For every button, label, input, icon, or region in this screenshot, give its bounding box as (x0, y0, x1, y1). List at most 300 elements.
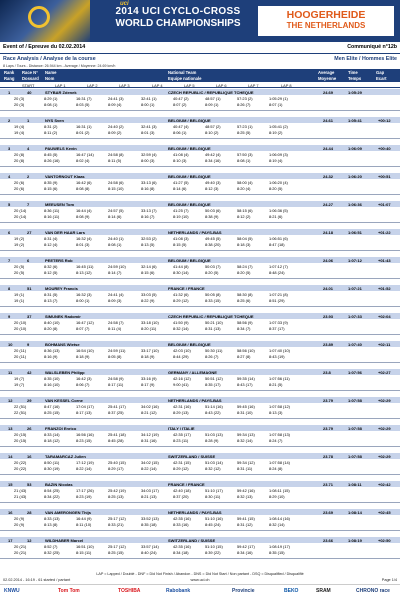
rider-gap: +02:42 (378, 481, 391, 487)
rider-name: MOUREY Francis (45, 285, 78, 291)
rider-team: CZECH REPUBLIC / REPUBLIQUE TCHEQUE (168, 313, 254, 319)
lap-time-cell: 8:38 (20) (205, 242, 221, 247)
rider-block (0, 537, 400, 567)
lap-time-cell: 8:01 (2) (76, 130, 90, 135)
rider-average: 24.01 (323, 285, 334, 291)
cumulative-time-cell: 16:42 (6) (76, 180, 92, 185)
rider-block (0, 313, 400, 343)
laps-header-row (0, 82, 400, 88)
footer-website: www.uci.ch (190, 578, 210, 582)
rider-summary-row (0, 173, 400, 179)
lap-time-cell: 8:17 (9) (141, 382, 155, 387)
cumulative-time-cell: 16:44 (9) (76, 516, 92, 521)
lap-time-cell: 8:18 (9) (76, 354, 90, 359)
col-name: Name (45, 70, 57, 75)
rider-name: VAN DER HAAR Lars (45, 229, 85, 235)
lap-times-row (0, 130, 400, 136)
row-divider (0, 138, 400, 139)
rider-team: GERMANY / ALLEMAGNE (168, 369, 217, 375)
cumulative-time-cell: 1:07:33 (9) (269, 320, 288, 325)
lap-time-cell: 8:16 (10) (44, 382, 60, 387)
lap-time-cell: 8:19 (4) (269, 158, 283, 163)
cumulative-time-cell: 59:35 (14) (237, 376, 255, 381)
lap-time-cell: 8:32 (14) (173, 326, 189, 331)
cumulative-time-cell: 58:24 (7) (237, 264, 253, 269)
row-divider (0, 250, 400, 251)
cumulative-time-cell: 49:45 (5) (205, 236, 221, 241)
rider-number: 12 (27, 537, 32, 543)
rider-team: FRANCE / FRANCE (168, 481, 205, 487)
cumulative-time-cell: 49:42 (4) (205, 152, 221, 157)
rider-name: WILDHABER Marcel (45, 537, 84, 543)
lap-time-cell: 8:12 (3) (205, 186, 219, 191)
lap-time-cell: 8:00 (3) (141, 158, 155, 163)
lap-time-cell: 8:48 (24) (269, 270, 285, 275)
rider-summary-row (0, 229, 400, 235)
lap-time-cell: 8:22 (14) (141, 466, 157, 471)
rider-summary-row (0, 509, 400, 515)
cumulative-time-cell: 42:35 (17) (173, 432, 191, 437)
lap-time-cell: 20 (6) (14, 186, 25, 191)
rider-gap: +01:43 (378, 257, 391, 263)
rider-team: NETHERLANDS / PAYS-BAS (168, 397, 222, 403)
lap-time-cell: 8:09 (1) (205, 102, 219, 107)
lap-time-cell: 8:14 (6) (173, 186, 187, 191)
rider-team: BELGIUM / BELGIQUE (168, 341, 211, 347)
col-nom: Nom (45, 76, 55, 81)
rider-time: 1:05:41 (348, 117, 362, 123)
rider-number: 4 (27, 145, 30, 151)
lap-times-row (0, 270, 400, 276)
cumulative-time-cell: 33:13 (7) (141, 208, 157, 213)
lap-time-cell: 8:01 (3) (76, 242, 90, 247)
lap-time-cell: 8:21 (12) (141, 410, 157, 415)
cumulative-time-cell: 20 (22) (14, 460, 27, 465)
col-nat-team: National Team (168, 70, 197, 75)
lap-time-cell: 8:31 (10) (237, 410, 253, 415)
rider-summary-row (0, 257, 400, 263)
lap-time-cell: 8:12 (4) (44, 242, 58, 247)
page-footer (3, 578, 397, 582)
cumulative-time-cell: 41:25 (7) (173, 208, 189, 213)
lap-time-cell: 8:30 (19) (44, 466, 60, 471)
rider-gap: +02:50 (378, 537, 391, 543)
host-city: HOOGERHEIDE (286, 9, 366, 21)
lap-time-cell: 8:20 (8) (44, 326, 58, 331)
rider-time: 1:06:36 (348, 201, 362, 207)
lap-time-cell: 8:29 (10) (269, 494, 285, 499)
cumulative-time-cell: 19 (2) (14, 236, 25, 241)
lap-time-cell: 8:24 (8) (269, 466, 283, 471)
lap-time-cell: 8:26 (16) (44, 158, 60, 163)
lap-time-cell: 8:19 (2) (269, 130, 283, 135)
rider-gap: +02:11 (378, 341, 391, 347)
cumulative-time-cell: 58:56 (10) (237, 348, 255, 353)
rider-rank: 9 (8, 313, 11, 319)
cumulative-time-cell: 50:03 (6) (205, 208, 221, 213)
rider-team: FRANCE / FRANCE (168, 285, 205, 291)
lap-times-row (0, 214, 400, 220)
cumulative-time-cell: 41:50 (9) (173, 320, 189, 325)
cumulative-time-cell: 40:47 (2) (173, 96, 189, 101)
lap-time-cell: 8:26 (7) (237, 102, 251, 107)
cumulative-time-cell: 25:17 (12) (108, 516, 126, 521)
cumulative-time-cell: 16:51 (10) (76, 544, 94, 549)
rider-summary-row (0, 453, 400, 459)
row-divider (0, 502, 400, 503)
col-time: Time (348, 70, 358, 75)
lap-time-cell: 8:07 (2) (173, 102, 187, 107)
rider-summary-row (0, 117, 400, 123)
lap-time-cell: 8:31 (13) (205, 326, 221, 331)
rider-block (0, 89, 400, 119)
cumulative-time-cell: 58:56 (9) (237, 320, 253, 325)
lap-time-cell: 8:13 (7) (44, 298, 58, 303)
rider-block (0, 173, 400, 203)
cumulative-time-cell: 42:35 (16) (173, 516, 191, 521)
lap-time-cell: 8:32 (13) (237, 494, 253, 499)
lap-time-cell: 8:25 (15) (44, 410, 60, 415)
rider-gap: +01:07 (378, 201, 391, 207)
lap-time-cell: 8:10 (2) (205, 130, 219, 135)
cumulative-time-cell: 1:08:11 (15) (269, 488, 290, 493)
rider-name: STYBAR Zdenek (45, 89, 77, 95)
rider-average: 23.66 (323, 537, 334, 543)
rider-summary-row (0, 201, 400, 207)
rider-average: 24.27 (323, 201, 334, 207)
lap-time-cell: 20 (22) (14, 466, 27, 471)
lap-time-cell: 20 (21) (14, 550, 27, 555)
row-divider (0, 278, 400, 279)
cumulative-time-cell: 59:42 (17) (237, 544, 255, 549)
rider-number: 53 (27, 481, 32, 487)
lap-times-row (0, 186, 400, 192)
rider-team: BELGIUM / BELGIQUE (168, 145, 211, 151)
lap-time-cell: 19 (4) (14, 130, 25, 135)
cumulative-time-cell: 1:06:20 (4) (269, 180, 288, 185)
cumulative-time-cell: 1:07:56 (11) (269, 376, 290, 381)
cumulative-time-cell: 24:41 (3) (108, 96, 124, 101)
lap-time-cell: 19 (1) (14, 298, 25, 303)
lap-time-cell: 8:18 (9) (141, 354, 155, 359)
rider-average: 23.93 (323, 313, 334, 319)
rider-summary-row (0, 481, 400, 487)
cumulative-time-cell: 24:58 (7) (108, 320, 124, 325)
lap-time-cell: 8:08 (9) (76, 214, 90, 219)
cumulative-time-cell: 22 (51) (14, 404, 27, 409)
cumulative-time-cell: 8:31 (5) (44, 292, 58, 297)
event-line (3, 44, 397, 52)
lap-time-cell: 8:34 (18) (173, 550, 189, 555)
lap-time-cell: 8:15 (6) (44, 186, 58, 191)
lap-label: LAP 2 (87, 82, 98, 88)
col-dossard: Dossard (22, 76, 39, 81)
rider-team: BELGIUM / BELGIQUE (168, 173, 211, 179)
col-average: Average (318, 70, 335, 75)
cumulative-time-cell: 1:06:36 (5) (269, 208, 288, 213)
rider-summary-row (0, 285, 400, 291)
cumulative-time-cell: 50:05 (8) (205, 292, 221, 297)
rider-team: ITALY / ITALIE (168, 425, 195, 431)
lap-time-cell: 8:25 (13) (108, 494, 124, 499)
rider-team: CZECH REPUBLIC / REPUBLIQUE TCHEQUE (168, 89, 254, 95)
rider-name: MEEUSEN Tom (45, 201, 75, 207)
cumulative-time-cell: 25:41 (18) (108, 432, 126, 437)
lap-time-cell: 21 (43) (14, 494, 27, 499)
cumulative-time-cell: 51:10 (15) (205, 544, 223, 549)
lap-time-cell: 8:30 (14) (173, 270, 189, 275)
rider-gap: +00:40 (378, 145, 391, 151)
lap-time-cell: 8:10 (3) (173, 158, 187, 163)
rider-number: 27 (27, 229, 32, 235)
cumulative-time-cell: 59:34 (12) (237, 460, 255, 465)
lap-time-cell: 8:20 (11) (141, 326, 157, 331)
cumulative-time-cell: 40:47 (4) (173, 124, 189, 129)
cumulative-time-cell: 16:45 (11) (76, 264, 94, 269)
table-header (0, 69, 400, 82)
rider-gap: +02:45 (378, 509, 391, 515)
cumulative-time-cell: 50:21 (10) (205, 320, 223, 325)
rider-gap: +00:51 (378, 173, 391, 179)
rider-number: 1 (27, 117, 30, 123)
cumulative-time-cell: 16:31 (7) (76, 96, 92, 101)
rider-gap: +02:27 (378, 369, 391, 375)
row-divider (0, 334, 400, 335)
lap-time-cell: 8:17 (11) (108, 382, 124, 387)
cumulative-time-cell: 50:51 (12) (205, 376, 223, 381)
rider-rank: 4 (8, 173, 11, 179)
rider-rank: 7 (8, 257, 11, 263)
rider-rank: 16 (8, 509, 13, 515)
cumulative-time-cell: 8:36 (13) (44, 348, 60, 353)
cumulative-time-cell: 8:32 (6) (44, 264, 58, 269)
lap-times-row (0, 158, 400, 164)
lap-time-cell: 8:15 (10) (108, 186, 124, 191)
rider-number: 42 (27, 369, 32, 375)
cumulative-time-cell: 1:06:09 (3) (269, 152, 288, 157)
lap-time-cell: 8:09 (2) (108, 130, 122, 135)
lap-label: LAP 3 (119, 82, 130, 88)
rider-rank: 12 (8, 397, 13, 403)
rider-summary-row (0, 341, 400, 347)
lap-time-cell: 8:16 (9) (44, 354, 58, 359)
row-divider (0, 362, 400, 363)
championship-title-line1: 2014 UCI CYCLO-CROSS (115, 6, 241, 17)
cumulative-time-cell: 48:57 (2) (205, 124, 221, 129)
lap-time-cell: 8:13 (8) (44, 522, 58, 527)
lap-time-cell: 8:02 (4) (76, 158, 90, 163)
cumulative-time-cell: 32:14 (6) (141, 264, 157, 269)
cumulative-time-cell: 50:03 (7) (205, 264, 221, 269)
lap-time-cell: 20 (15) (14, 438, 27, 443)
row-divider (0, 530, 400, 531)
cumulative-time-cell: 51:14 (16) (205, 404, 223, 409)
lap-label: LAP 8 (281, 82, 292, 88)
sponsor-logo: Rabobank (166, 588, 191, 594)
lap-times-row (0, 382, 400, 388)
cumulative-time-cell: 59:45 (16) (237, 404, 255, 409)
lap-time-cell: 8:13 (12) (76, 270, 92, 275)
cumulative-time-cell: 33:17 (10) (141, 348, 159, 353)
lap-time-cell: 8:16 (11) (44, 214, 60, 219)
cumulative-time-cell: 59:34 (13) (237, 432, 255, 437)
rider-time: 1:08:11 (348, 481, 362, 487)
cumulative-time-cell: 58:00 (4) (237, 180, 253, 185)
cumulative-time-cell: 41:08 (3) (173, 236, 189, 241)
lap-time-cell: 19 (7) (14, 382, 25, 387)
lap-time-cell: 8:32 (25) (44, 550, 60, 555)
lap-time-cell: 8:33 (15) (205, 298, 221, 303)
col-ecart: Ecart (376, 76, 387, 81)
rider-average: 23.79 (323, 397, 334, 403)
cumulative-time-cell: 8:54 (25) (44, 488, 60, 493)
rider-block (0, 425, 400, 455)
cumulative-time-cell: 59:41 (15) (237, 516, 255, 521)
rider-gap: +02:29 (378, 425, 391, 431)
lap-time-cell: 8:14 (7) (108, 270, 122, 275)
rider-rank: 11 (8, 369, 13, 375)
cumulative-time-cell: 24:41 (4) (108, 292, 124, 297)
lap-time-cell: 8:11 (5) (108, 158, 122, 163)
rider-name: BOHMANS Wietse (45, 341, 80, 347)
lap-time-cell: 8:35 (17) (205, 382, 221, 387)
row-divider (0, 390, 400, 391)
cumulative-time-cell: 33:18 (10) (141, 320, 159, 325)
cumulative-time-cell: 41:27 (5) (173, 180, 189, 185)
rider-time: 1:07:12 (348, 257, 362, 263)
lap-time-cell: 8:11 (10) (76, 522, 92, 527)
lap-time-cell: 8:25 (15) (108, 550, 124, 555)
rider-average: 24.06 (323, 257, 334, 263)
cumulative-time-cell: 20 (6) (14, 180, 25, 185)
cumulative-time-cell: 33:16 (9) (141, 376, 157, 381)
rider-name: NYS Sven (45, 117, 64, 123)
rider-block (0, 369, 400, 399)
cumulative-time-cell: 8:29 (1) (44, 96, 58, 101)
rider-team: BELGIUM / BELGIQUE (168, 117, 211, 123)
rider-name: TARAMARCAZ Julien (45, 453, 86, 459)
cumulative-time-cell: 51:10 (17) (205, 488, 223, 493)
cumulative-time-cell: 20 (21) (14, 544, 27, 549)
lap-time-cell: 8:16 (8) (141, 186, 155, 191)
rider-time: 1:07:56 (348, 369, 362, 375)
lap-time-cell: 8:31 (12) (237, 522, 253, 527)
sponsor-logo: Provincie (232, 588, 255, 594)
lap-time-cell: 8:32 (12) (205, 466, 221, 471)
rider-average: 24.32 (323, 173, 334, 179)
lap-time-cell: 8:38 (9) (205, 214, 219, 219)
cumulative-time-cell: 48:57 (1) (205, 96, 221, 101)
sponsor-logo: TOSHIBA (118, 588, 141, 594)
cumulative-time-cell: 21 (43) (14, 488, 27, 493)
rider-gap: +02:29 (378, 397, 391, 403)
rider-average: 24.44 (323, 145, 334, 151)
cumulative-time-cell: 25:40 (15) (108, 460, 126, 465)
lap-time-cell: 8:07 (1) (269, 102, 283, 107)
lap-time-cell: 19 (2) (14, 242, 25, 247)
lap-time-cell: 8:11 (4) (108, 326, 122, 331)
lap-time-cell: 8:32 (14) (269, 522, 285, 527)
rider-summary-row (0, 425, 400, 431)
rider-gap: +01:22 (378, 229, 391, 235)
cumulative-time-cell: 16:42 (3) (76, 376, 92, 381)
row-divider (0, 222, 400, 223)
cumulative-time-cell: 24:59 (10) (108, 264, 126, 269)
rider-number: 29 (27, 397, 32, 403)
cumulative-time-cell: 17:12 (19) (76, 460, 94, 465)
rider-team: BELGIUM / BELGIQUE (168, 201, 211, 207)
rider-name: BAZIN Nicolas (45, 481, 73, 487)
lap-time-cell: 8:39 (22) (205, 550, 221, 555)
cumulative-time-cell: 20 (3) (14, 96, 25, 101)
cumulative-time-cell: 19 (1) (14, 292, 25, 297)
lap-time-cell: 8:29 (13) (173, 410, 189, 415)
rider-time: 1:06:51 (348, 229, 362, 235)
rider-time: 1:05:29 (348, 89, 362, 95)
lap-time-cell: 8:23 (11) (173, 438, 189, 443)
lap-times-row (0, 522, 400, 528)
lap-time-cell: 8:08 (1) (108, 242, 122, 247)
lap-time-cell: 9:00 (41) (173, 382, 189, 387)
lap-time-cell: 8:13 (3) (269, 410, 283, 415)
rider-number: 51 (27, 285, 32, 291)
rider-time: 1:07:33 (348, 313, 362, 319)
lap-times-row (0, 102, 400, 108)
lap-time-cell: 8:43 (17) (237, 382, 253, 387)
footer-timestamp: 02.02.2014 - 16:19 - 61 started / partant (3, 578, 71, 582)
rider-summary-row (0, 313, 400, 319)
lap-time-cell: 8:34 (16) (205, 158, 221, 163)
cumulative-time-cell: 34:12 (19) (141, 432, 159, 437)
cumulative-time-cell: 51:03 (13) (205, 432, 223, 437)
sponsor-logo: Tom Tom (58, 588, 80, 594)
cumulative-time-cell: 8:33 (14) (44, 432, 60, 437)
lap-time-cell: 8:16 (7) (141, 214, 155, 219)
cumulative-time-cell: 24:40 (1) (108, 236, 124, 241)
lap-times-row (0, 494, 400, 500)
rider-team: NETHERLANDS / PAYS-BAS (168, 509, 222, 515)
rider-team: NETHERLANDS / PAYS-BAS (168, 229, 222, 235)
cumulative-time-cell: 8:50 (11) (44, 460, 60, 465)
cumulative-time-cell: 34:02 (16) (141, 404, 159, 409)
lap-time-cell: 8:08 (8) (76, 186, 90, 191)
race-analysis-title: Race Analysis / Analyse de la course (3, 56, 96, 62)
cumulative-time-cell: 41:32 (6) (173, 292, 189, 297)
cumulative-time-cell: 16:44 (4) (76, 208, 92, 213)
rider-time: 1:07:58 (348, 453, 362, 459)
cumulative-time-cell: 32:41 (3) (141, 124, 157, 129)
cumulative-time-cell: 51:10 (16) (205, 516, 223, 521)
rider-name: WALSLEBEN Philipp (45, 369, 85, 375)
cumulative-time-cell: 57:50 (3) (237, 152, 253, 157)
lap-time-cell: 8:07 (7) (76, 326, 90, 331)
cumulative-time-cell: 19 (4) (14, 124, 25, 129)
row-divider (0, 194, 400, 195)
row-divider (0, 418, 400, 419)
lap-time-cell: 20 (9) (14, 522, 25, 527)
cumulative-time-cell: 24:40 (2) (108, 124, 124, 129)
lap-time-cell: 8:08 (1) (44, 102, 58, 107)
cumulative-time-cell: 51:03 (14) (205, 460, 223, 465)
cumulative-time-cell: 25:17 (12) (108, 544, 126, 549)
lap-time-cell: 8:19 (10) (173, 214, 189, 219)
rider-gap: +01:52 (378, 285, 391, 291)
cumulative-time-cell: 24:57 (5) (108, 208, 124, 213)
cumulative-time-cell: 33:52 (13) (141, 516, 159, 521)
lap-times-row (0, 410, 400, 416)
cumulative-time-cell: 24:58 (8) (108, 152, 124, 157)
cumulative-time-cell: 1:08:19 (17) (269, 544, 290, 549)
